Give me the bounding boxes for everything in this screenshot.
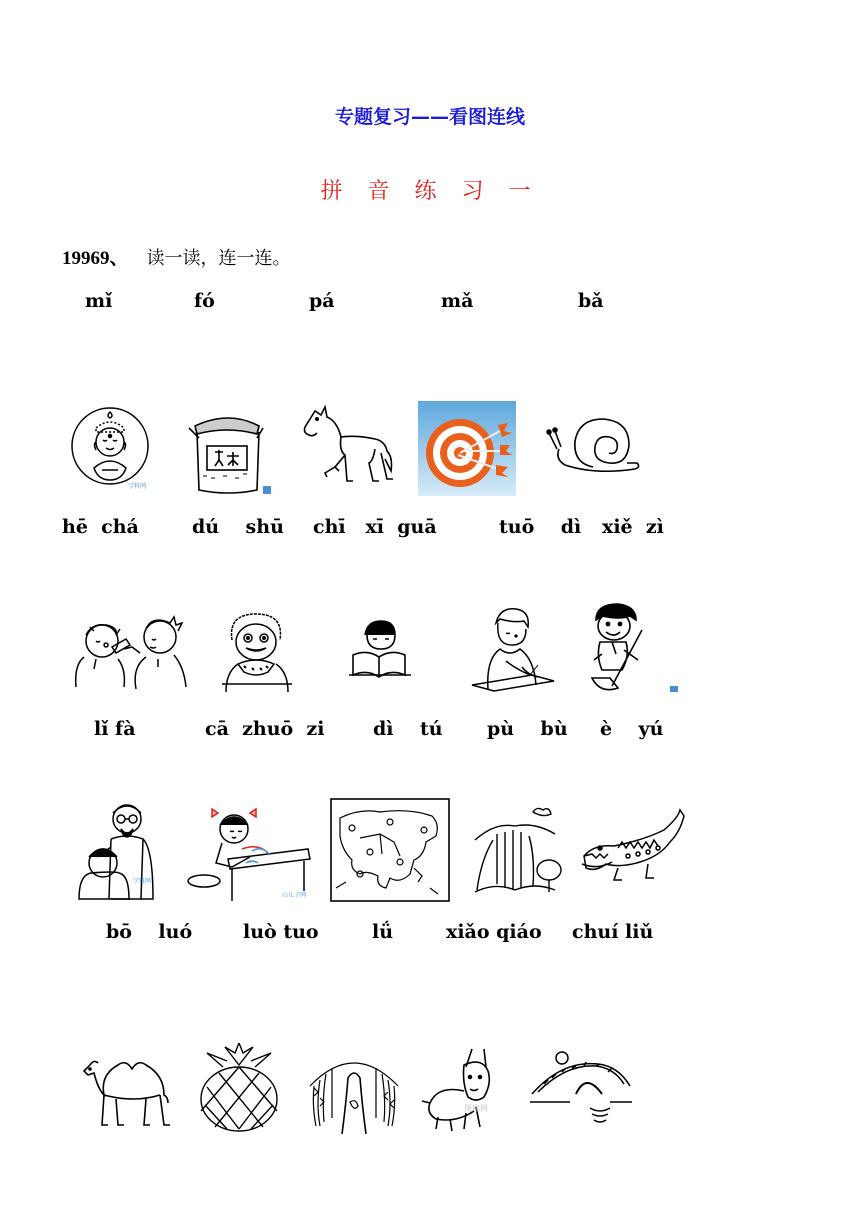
pinyin-label: hē chá — [62, 516, 139, 538]
camel-picture[interactable] — [76, 1045, 180, 1129]
watermark-text: 学科网 — [128, 483, 147, 490]
target-picture[interactable] — [418, 401, 516, 496]
small-bridge-picture[interactable] — [530, 1046, 632, 1130]
boy-reading-picture[interactable] — [347, 617, 413, 681]
pinyin-label: chī xī guā — [313, 516, 437, 538]
pinyin-label: tuō dì — [499, 516, 582, 538]
snail-picture[interactable] — [545, 415, 641, 483]
pinyin-label: cā zhuō zi — [205, 718, 325, 740]
pinyin-label: chuí liǔ — [572, 921, 654, 943]
barber-picture[interactable] — [73, 799, 163, 903]
question-header — [62, 243, 291, 270]
pinyin-label: xiě zì — [602, 516, 664, 538]
map-picture[interactable] — [330, 798, 450, 902]
pinyin-label: lǘ — [372, 921, 394, 943]
question-number: 19969、 — [62, 248, 129, 269]
boy-mopping-picture[interactable] — [578, 600, 680, 698]
horse-picture[interactable] — [297, 403, 399, 493]
pinyin-label: bǎ — [578, 290, 604, 312]
pinyin-label: xiǎo qiáo — [446, 921, 542, 943]
watermark-text: 图库网 — [464, 1104, 488, 1113]
pinyin-label: mǐ — [85, 290, 113, 312]
donkey-picture[interactable] — [420, 1045, 518, 1133]
crocodile-picture[interactable] — [578, 808, 688, 900]
pinyin-label: mǎ — [441, 290, 474, 312]
buddha-picture[interactable] — [70, 402, 154, 496]
question-instruction: 读一读，连一连。 — [146, 248, 291, 269]
kids-drinking-picture[interactable] — [66, 605, 196, 695]
pinyin-label: lǐ fà — [94, 718, 136, 740]
pinyin-label: pá — [309, 290, 335, 312]
girl-watermelon-picture[interactable] — [218, 610, 296, 694]
pinyin-label: luò tuo — [243, 921, 319, 943]
rice-bag-picture[interactable] — [183, 406, 273, 498]
girl-wiping-table-picture[interactable] — [186, 799, 314, 903]
boy-writing-picture[interactable] — [466, 605, 558, 693]
pinyin-label: dì tú — [373, 718, 443, 740]
watermark-text: 山儿子网 — [282, 892, 307, 899]
page-title: 专题复习——看图连线 — [334, 106, 525, 128]
pinyin-label: pù bù — [487, 718, 568, 740]
waterfall-picture[interactable] — [473, 800, 567, 898]
section-subtitle: 拼 音 练 习 一 — [320, 179, 540, 204]
watermark-text: 学科网 — [133, 878, 152, 885]
pinyin-label: dú shū — [192, 516, 284, 538]
pinyin-label: fó — [194, 290, 215, 312]
pinyin-label: è yú — [600, 718, 664, 740]
pineapple-picture[interactable] — [191, 1043, 287, 1133]
willow-picture[interactable] — [304, 1046, 404, 1138]
pinyin-label: bō luó — [106, 921, 193, 943]
